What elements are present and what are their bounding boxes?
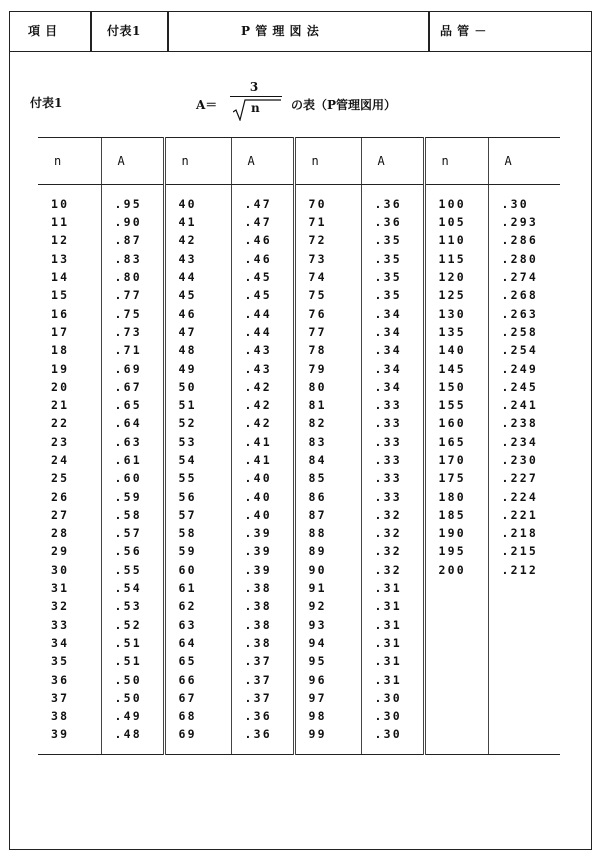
table-cell-n: 19 [51,361,70,376]
table-cell-a: .234 [488,433,560,451]
table-cell-n: 92 [294,597,361,615]
table-row [38,323,560,341]
table-cell-a: .64 [101,414,164,432]
table-cell-a: .36 [361,213,424,231]
table-row [38,396,560,414]
table-cell-a: .48 [101,725,164,754]
table-row [38,451,560,469]
table-cell-a: .38 [231,597,294,615]
table-row [38,561,560,579]
table-cell-a: .30 [361,689,424,707]
table-cell-n [424,579,488,597]
table-cell-a: .34 [361,323,424,341]
table-cell-a: .30 [361,707,424,725]
table-cell-a: .30 [361,725,424,754]
table-cell-n: 93 [294,616,361,634]
table-cell-a: .49 [101,707,164,725]
table-cell-a: .36 [231,725,294,754]
table-cell-a: .40 [231,487,294,505]
table-cell-a: .43 [231,359,294,377]
table-cell-a: .268 [488,286,560,304]
table-cell-n: 16 [51,306,70,321]
table-cell-n: 59 [164,542,231,560]
table-row [38,487,560,505]
table-row [38,231,560,249]
table-cell-a: .45 [231,286,294,304]
table-row [38,378,560,396]
table-cell-n: 81 [294,396,361,414]
table-cell-n: 30 [51,562,70,577]
table-cell-n: 28 [51,526,70,541]
table-cell-n: 90 [294,561,361,579]
table-cell-a: .80 [101,268,164,286]
table-cell-n: 78 [294,341,361,359]
table-cell-a: .33 [361,433,424,451]
table-cell-a: .274 [488,268,560,286]
table-cell-n: 45 [164,286,231,304]
table-header-row [38,138,560,185]
table-cell-a: .37 [231,689,294,707]
table-cell-a [488,579,560,597]
table-cell-a: .57 [101,524,164,542]
table-cell-a: .249 [488,359,560,377]
table-cell-n: 36 [51,672,70,687]
table-cell-n: 170 [424,451,488,469]
table-cell-a: .47 [231,185,294,214]
table-row [38,597,560,615]
table-cell-a: .42 [231,414,294,432]
header-divider [428,12,430,51]
table-cell-a: .31 [361,652,424,670]
table-cell-n: 135 [424,323,488,341]
table-cell-n: 33 [51,617,70,632]
table-cell-n: 11 [51,215,70,230]
document-header [10,12,591,52]
table-cell-n: 43 [164,250,231,268]
column-header-n: n [164,138,231,185]
table-cell-a: .71 [101,341,164,359]
table-cell-a: .37 [231,670,294,688]
table-cell-n: 13 [51,251,70,266]
table-cell-n: 175 [424,469,488,487]
table-cell-n [424,616,488,634]
table-cell-a: .215 [488,542,560,560]
table-cell-n: 125 [424,286,488,304]
table-cell-n: 83 [294,433,361,451]
table-cell-n: 34 [51,635,70,650]
table-row [38,524,560,542]
table-cell-a: .32 [361,561,424,579]
table-cell-a: .44 [231,323,294,341]
table-cell-n: 18 [51,343,70,358]
fraction-bar [230,96,282,97]
table-cell-a: .286 [488,231,560,249]
table-label: 付表1 [30,96,63,110]
table-cell-a: .293 [488,213,560,231]
table-cell-n [424,652,488,670]
table-cell-a: .280 [488,250,560,268]
table-row [38,579,560,597]
table-cell-a: .87 [101,231,164,249]
table-cell-a: .46 [231,231,294,249]
table-cell-n: 51 [164,396,231,414]
table-cell-n: 73 [294,250,361,268]
table-cell-a: .224 [488,487,560,505]
table-cell-n: 85 [294,469,361,487]
table-cell-n: 38 [51,709,70,724]
table-cell-n: 23 [51,434,70,449]
header-title: P 管 理 図 法 [241,24,320,38]
table-cell-n: 120 [424,268,488,286]
table-cell-n: 66 [164,670,231,688]
table-cell-a: .55 [101,561,164,579]
table-cell-a [488,707,560,725]
table-cell-n: 26 [51,489,70,504]
table-cell-a: .39 [231,524,294,542]
table-cell-a: .212 [488,561,560,579]
table-cell-n: 65 [164,652,231,670]
table-cell-a: .77 [101,286,164,304]
table-cell-a: .42 [231,396,294,414]
table-cell-n: 41 [164,213,231,231]
table-cell-a: .43 [231,341,294,359]
table-cell-n: 40 [164,185,231,214]
table-cell-n: 180 [424,487,488,505]
table-cell-n: 87 [294,506,361,524]
table-cell-n: 49 [164,359,231,377]
table-cell-n: 105 [424,213,488,231]
table-row [38,652,560,670]
table-cell-a: .33 [361,451,424,469]
document-frame [9,11,592,850]
table-cell-n: 145 [424,359,488,377]
table-cell-n [424,597,488,615]
table-cell-n: 46 [164,304,231,322]
table-row [38,433,560,451]
table-cell-n: 89 [294,542,361,560]
table-cell-a: .221 [488,506,560,524]
table-cell-n: 57 [164,506,231,524]
table-cell-a: .258 [488,323,560,341]
column-header-n: n [424,138,488,185]
table-cell-n: 84 [294,451,361,469]
table-cell-n: 94 [294,634,361,652]
table-row [38,213,560,231]
table-cell-n: 79 [294,359,361,377]
table-cell-a [488,616,560,634]
table-cell-a: .31 [361,579,424,597]
table-cell-n: 53 [164,433,231,451]
table-cell-a: .31 [361,616,424,634]
table-cell-n: 31 [51,581,70,596]
table-cell-n: 25 [51,471,70,486]
table-cell-a: .34 [361,378,424,396]
table-cell-a [488,725,560,754]
table-cell-a: .38 [231,579,294,597]
table-cell-a: .31 [361,634,424,652]
table-cell-n: 37 [51,690,70,705]
table-cell-a: .54 [101,579,164,597]
table-row [38,725,560,754]
table-row [38,707,560,725]
table-cell-n: 77 [294,323,361,341]
table-cell-n: 82 [294,414,361,432]
table-cell-a: .69 [101,359,164,377]
table-cell-a: .238 [488,414,560,432]
table-cell-a: .263 [488,304,560,322]
table-cell-n: 14 [51,270,70,285]
table-cell-n: 20 [51,379,70,394]
table-cell-a: .34 [361,304,424,322]
table-cell-a: .30 [488,185,560,214]
table-cell-a: .35 [361,231,424,249]
table-cell-a: .65 [101,396,164,414]
table-cell-n: 165 [424,433,488,451]
table-row [38,670,560,688]
table-cell-n: 97 [294,689,361,707]
table-cell-n: 61 [164,579,231,597]
table-cell-a: .39 [231,542,294,560]
table-cell-a: .36 [231,707,294,725]
column-header-a: A [361,138,424,185]
table-cell-a: .51 [101,652,164,670]
header-divider [90,12,92,51]
table-cell-n: 15 [51,288,70,303]
header-category: 品 管 － [440,24,487,38]
table-row [38,341,560,359]
table-cell-a: .230 [488,451,560,469]
table-cell-a: .38 [231,616,294,634]
table-cell-n: 64 [164,634,231,652]
table-cell-n: 190 [424,524,488,542]
table-row [38,304,560,322]
table-cell-n: 155 [424,396,488,414]
table-cell-a [488,670,560,688]
table-cell-n: 60 [164,561,231,579]
table-row [38,689,560,707]
table-cell-n: 140 [424,341,488,359]
table-cell-a: .59 [101,487,164,505]
table-cell-a: .38 [231,634,294,652]
table-cell-a: .32 [361,506,424,524]
formula [196,80,436,124]
table-cell-a: .33 [361,469,424,487]
table-cell-n: 115 [424,250,488,268]
table-cell-a: .241 [488,396,560,414]
table-cell-n: 99 [294,725,361,754]
table-cell-n: 44 [164,268,231,286]
table-cell-a: .35 [361,268,424,286]
header-divider [167,12,169,51]
table-cell-a: .50 [101,670,164,688]
table-cell-a: .31 [361,670,424,688]
table-cell-n: 69 [164,725,231,754]
table-cell-a: .83 [101,250,164,268]
table-cell-n: 130 [424,304,488,322]
header-item-label: 項 目 [28,24,58,38]
table-cell-n: 58 [164,524,231,542]
table-cell-n: 67 [164,689,231,707]
table-cell-n: 56 [164,487,231,505]
table-cell-a: .41 [231,433,294,451]
formula-suffix: の表（P管理図用） [291,98,397,112]
table-cell-n [424,634,488,652]
table-cell-n: 74 [294,268,361,286]
table-cell-n: 17 [51,324,70,339]
formula-lhs: A＝ [196,98,218,112]
table-cell-a: .31 [361,597,424,615]
table-cell-n: 70 [294,185,361,214]
table-cell-n: 80 [294,378,361,396]
table-cell-n: 185 [424,506,488,524]
table-row [38,286,560,304]
column-header-n: n [294,138,361,185]
table-cell-n: 47 [164,323,231,341]
table-cell-a: .73 [101,323,164,341]
table-cell-n: 160 [424,414,488,432]
table-cell-n: 63 [164,616,231,634]
table-cell-n: 72 [294,231,361,249]
table-cell-n: 98 [294,707,361,725]
table-cell-a: .95 [101,185,164,214]
table-cell-a: .52 [101,616,164,634]
table-cell-n [424,689,488,707]
table-cell-n: 68 [164,707,231,725]
table-cell-a: .40 [231,469,294,487]
table-cell-n [424,707,488,725]
coefficient-table [38,137,560,755]
table-cell-a: .45 [231,268,294,286]
table-cell-n: 48 [164,341,231,359]
table-cell-a: .51 [101,634,164,652]
table-cell-a: .63 [101,433,164,451]
table-cell-a: .254 [488,341,560,359]
header-doc-id: 付表1 [107,24,141,38]
table-cell-a: .40 [231,506,294,524]
table-row [38,542,560,560]
table-cell-a: .33 [361,396,424,414]
table-row [38,634,560,652]
table-cell-a: .245 [488,378,560,396]
table-cell-n: 55 [164,469,231,487]
table-cell-n: 39 [38,725,101,754]
table-cell-a: .90 [101,213,164,231]
table-cell-a: .33 [361,487,424,505]
table-cell-a [488,689,560,707]
table-cell-n: 71 [294,213,361,231]
table-cell-a: .34 [361,341,424,359]
table-cell-a: .41 [231,451,294,469]
table-cell-n: 91 [294,579,361,597]
table-cell-n: 100 [424,185,488,214]
table-cell-n: 12 [51,233,70,248]
table-cell-a: .60 [101,469,164,487]
table-row [38,268,560,286]
table-cell-a [488,597,560,615]
table-row [38,616,560,634]
table-cell-a: .44 [231,304,294,322]
table-cell-a: .32 [361,542,424,560]
table-cell-n: 42 [164,231,231,249]
table-cell-a: .47 [231,213,294,231]
table-cell-a: .67 [101,378,164,396]
table-cell-a: .218 [488,524,560,542]
table-row [38,414,560,432]
column-header-a: A [101,138,164,185]
table-cell-a: .75 [101,304,164,322]
table-row [38,359,560,377]
column-header-a: A [231,138,294,185]
table-cell-a: .39 [231,561,294,579]
table-cell-n: 150 [424,378,488,396]
table-cell-n: 52 [164,414,231,432]
table-cell-n: 50 [164,378,231,396]
table-cell-n: 200 [424,561,488,579]
table-cell-a [488,652,560,670]
table-cell-n: 95 [294,652,361,670]
table-row [38,185,560,214]
table-cell-n: 110 [424,231,488,249]
table-cell-n: 21 [51,398,70,413]
table-cell-n: 32 [51,599,70,614]
table-cell-a: .53 [101,597,164,615]
table-cell-a: .34 [361,359,424,377]
table-cell-a: .50 [101,689,164,707]
table-cell-a: .42 [231,378,294,396]
column-header-n: n [38,138,101,185]
table-cell-a: .32 [361,524,424,542]
table-cell-a: .36 [361,185,424,214]
table-cell-n: 86 [294,487,361,505]
table-cell-n: 27 [51,507,70,522]
table-cell-a: .58 [101,506,164,524]
formula-numerator: 3 [249,80,259,94]
column-header-a: A [488,138,560,185]
table-cell-n: 96 [294,670,361,688]
table-cell-a: .61 [101,451,164,469]
table-cell-n: 10 [51,197,70,211]
table-row [38,250,560,268]
table-cell-n: 22 [51,416,70,431]
table-cell-a: .35 [361,250,424,268]
formula-radicand: n [251,101,260,115]
table-cell-a: .46 [231,250,294,268]
table-row [38,506,560,524]
table-cell-n: 76 [294,304,361,322]
table-cell-n: 62 [164,597,231,615]
table-cell-n: 75 [294,286,361,304]
table-cell-n: 88 [294,524,361,542]
table-cell-a: .227 [488,469,560,487]
table-cell-n [424,725,488,754]
table-cell-a: .33 [361,414,424,432]
table-row [38,469,560,487]
table-cell-n: 24 [51,453,70,467]
table-cell-a: .37 [231,652,294,670]
table-cell-n: 195 [424,542,488,560]
table-cell-n: 35 [51,654,70,669]
table-cell-a: .35 [361,286,424,304]
table-cell-n [424,670,488,688]
table-cell-a [488,634,560,652]
table-cell-a: .56 [101,542,164,560]
table-cell-n: 54 [164,451,231,469]
table-cell-n: 29 [51,544,70,559]
